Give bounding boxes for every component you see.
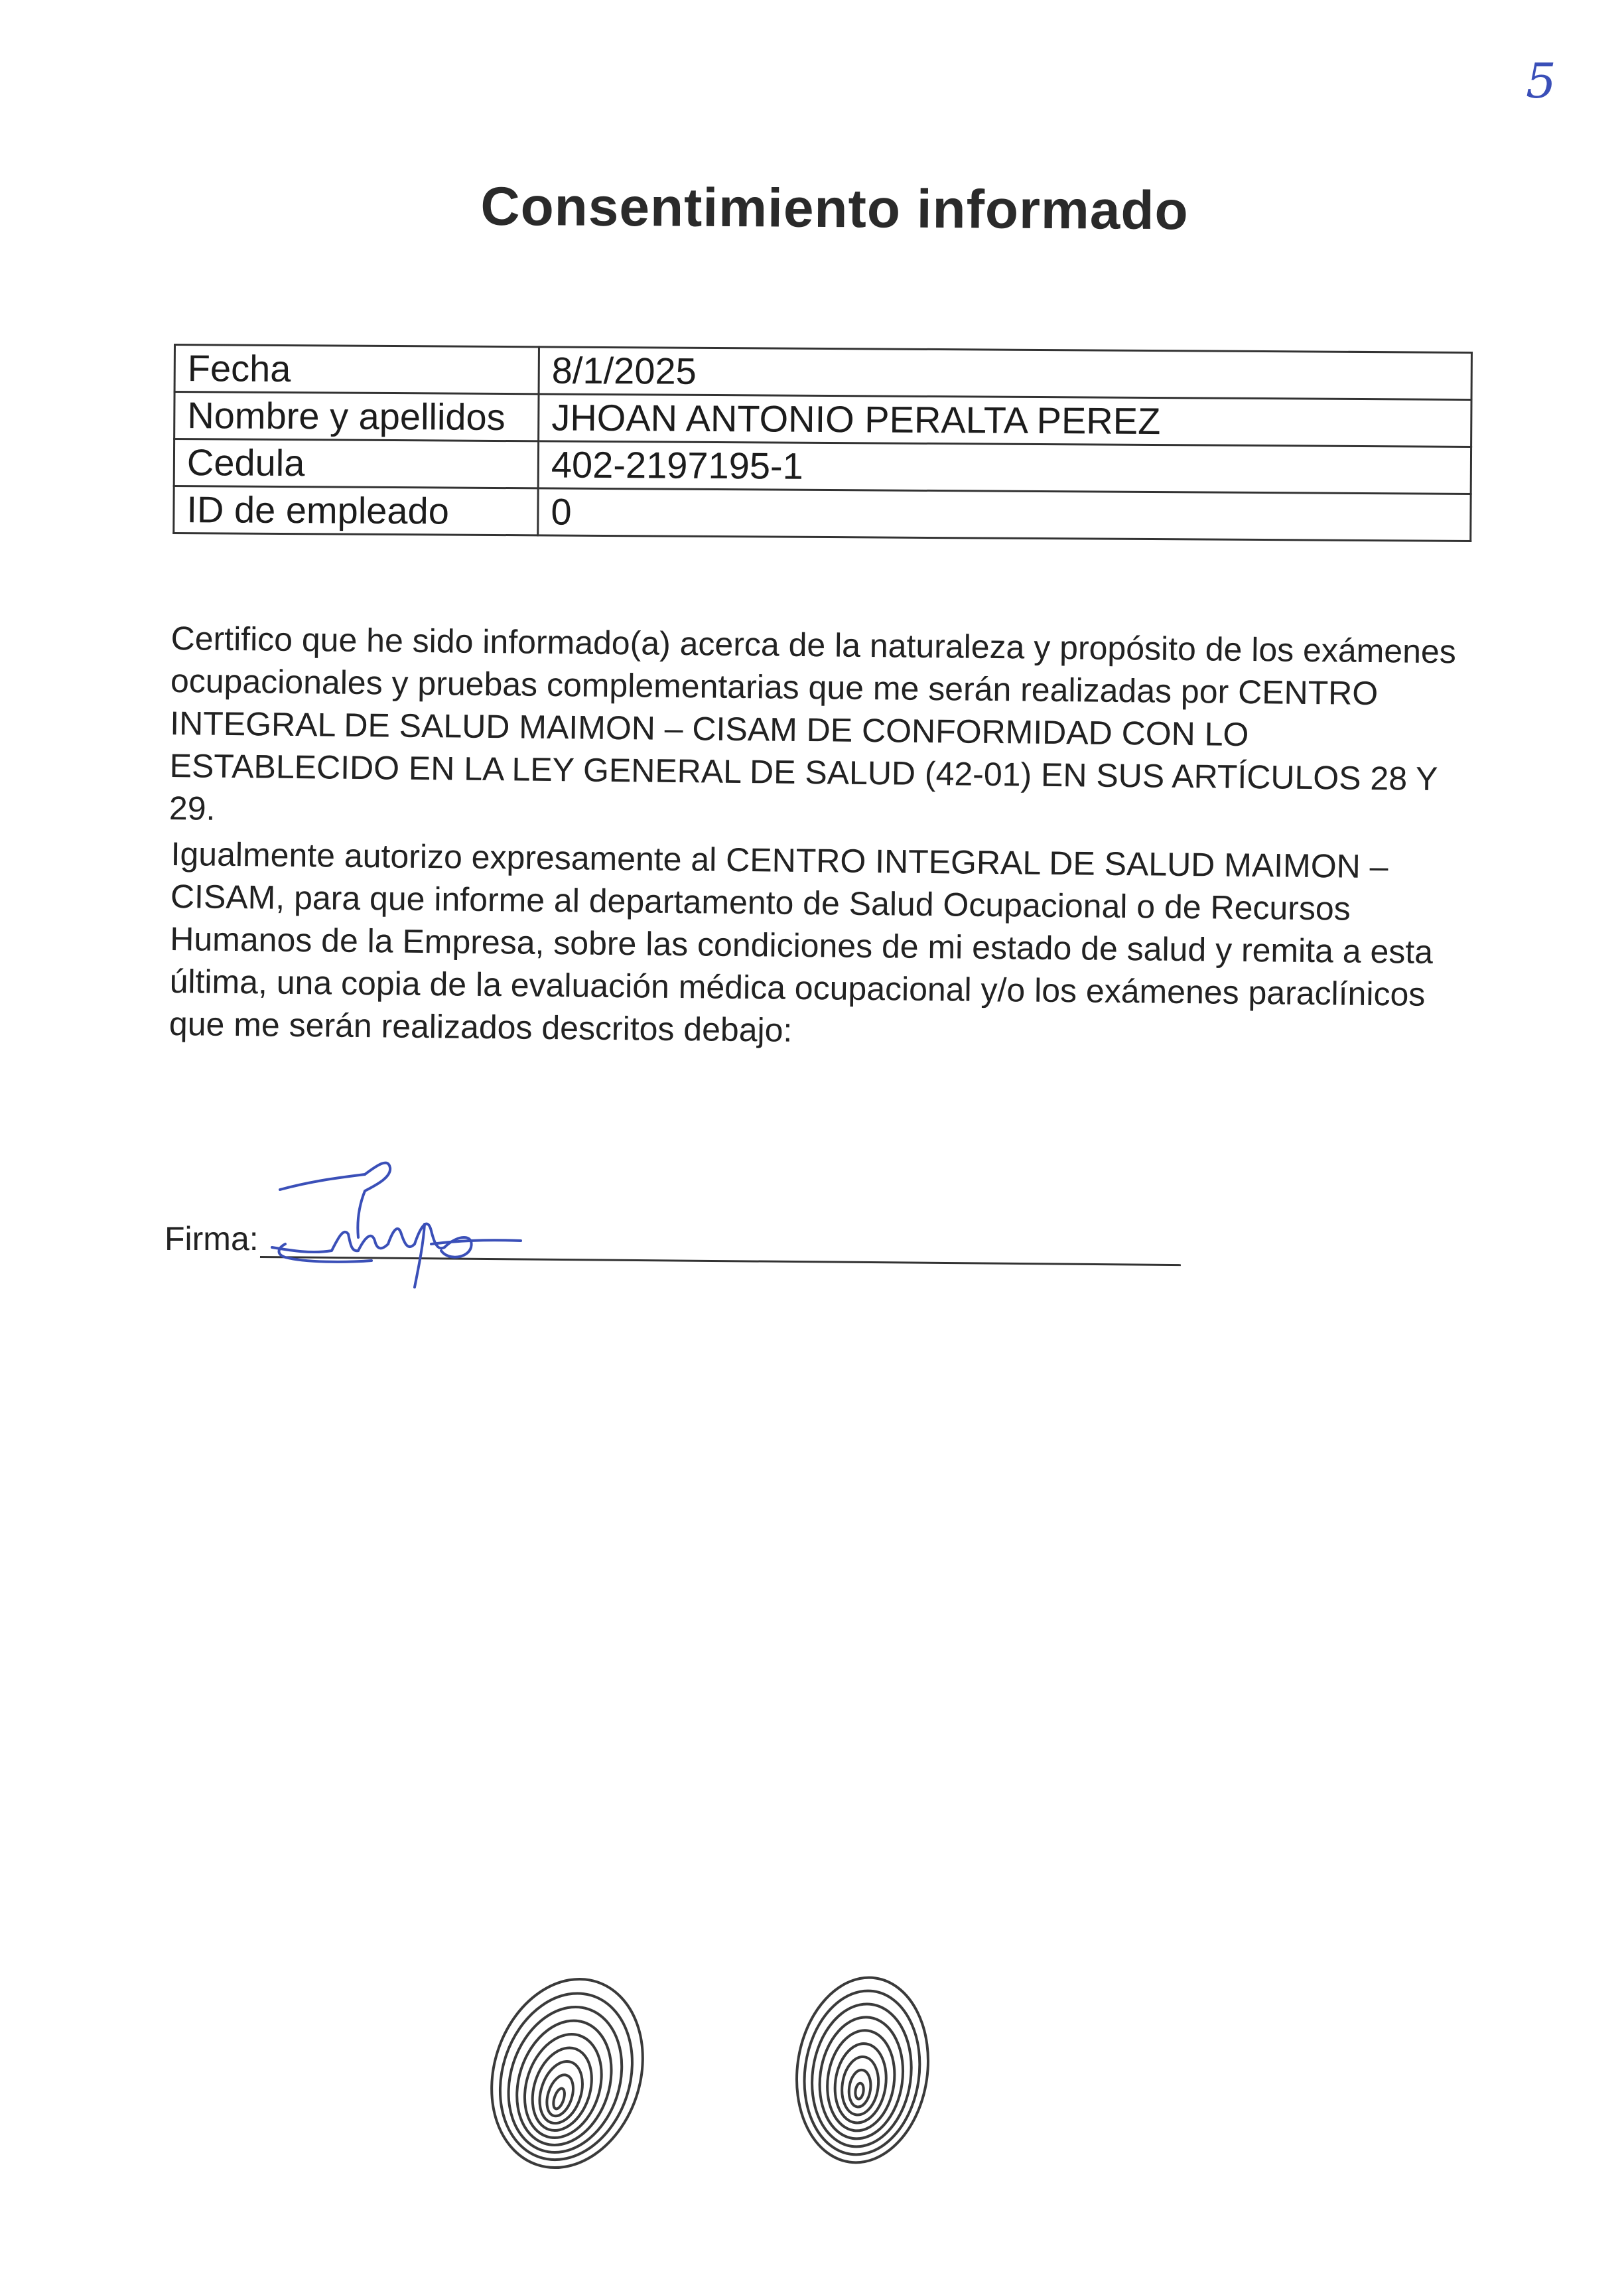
authorization-paragraph: Igualmente autorizo expresamente al CENTRO INTEGRAL DE SALUD MAIMON – CISAM, para que informe al departamento de Salud Ocupacional o de Recursos Humanos de la Empresa, sobre las condiciones de mi estado de salud y remita a esta última, una copia de la evaluación médica ocupacional y/o los exámenes paraclínicos que me serán realizados descritos debajo: [169,835,1434,1049]
row-label-fecha: Fecha [174,345,539,394]
row-value-nombre: JHOAN ANTONIO PERALTA PEREZ [539,394,1471,447]
table-row [174,392,1471,447]
page-title: Consentimiento informado [480,176,1189,242]
row-value-fecha: 8/1/2025 [539,347,1471,400]
signature-label: Firma: [165,1220,259,1257]
signature-mark [265,1145,531,1297]
table-row [174,486,1471,541]
fingerprint-icon [783,1964,942,2176]
row-value-cedula: 402-2197195-1 [538,441,1471,494]
page-number: 5 [1526,53,1556,109]
certification-paragraph: Certifico que he sido informado(a) acerca de la naturaleza y propósito de los exámenes ocupacionales y pruebas complementarias que me serán realizadas por CENTRO INTEGRAL DE SALUD MAIMON – CISAM DE CONFORMIDAD CON LO ESTABLECIDO EN LA LEY GENERAL DE SALUD (42-01) EN SUS ARTÍCULOS 28 Y 29. [169,619,1457,827]
row-label-cedula: Cedula [174,439,538,488]
row-label-nombre: Nombre y apellidos [174,392,539,441]
row-value-id-empleado: 0 [538,488,1471,541]
fingerprint-icon [478,1964,657,2183]
row-label-id-empleado: ID de empleado [174,486,538,535]
table-row [174,345,1471,400]
table-row [174,439,1471,494]
info-table [172,344,1473,542]
